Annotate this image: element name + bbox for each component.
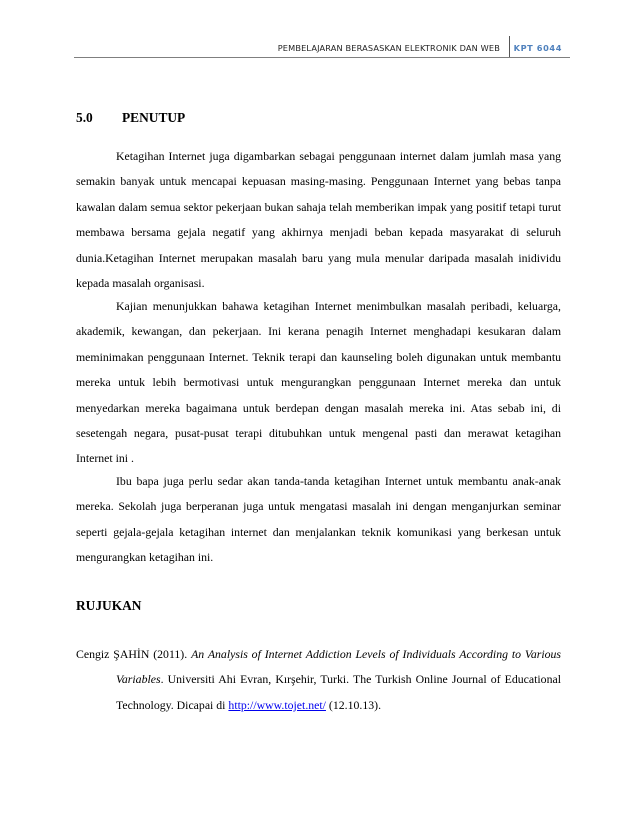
reference-date: (12.10.13).: [325, 697, 382, 712]
reference-details: . Universiti Ahi Evran, Kırşehir, Turki. The Turkish Online Journal of Educational Technology. Dicapai di: [116, 672, 561, 712]
reference-entry: [76, 642, 561, 718]
header-separator: [509, 36, 511, 58]
header-rule: [74, 57, 570, 58]
paragraph-text: Ibu bapa juga perlu sedar akan tanda-tanda ketagihan Internet untuk membantu anak-anak mereka. Sekolah juga berperanan juga untuk mengatasi masalah ini dengan menganjurkan seminar seperti gejala-gejala ketagihan internet dan menjalankan teknik komunikasi yang berkesan untuk mengurangkan ketagihan ini.: [76, 474, 561, 565]
paragraph-2: [76, 294, 561, 472]
reference-link[interactable]: http://www.tojet.net/: [228, 697, 326, 712]
reference-title: An Analysis of Internet Addiction Levels of Individuals According to Various Variables: [116, 647, 561, 687]
paragraph-3: [76, 469, 561, 571]
paragraph-text: Kajian menunjukkan bahawa ketagihan Internet menimbulkan masalah peribadi, keluarga, akademik, kewangan, dan pekerjaan. Ini kerana penagih Internet menghadapi kesukaran dalam meminimakan penggunaan Internet. Teknik terapi dan kaunseling boleh digunakan untuk membantu mereka untuk lebih bermotivasi untuk mengurangkan penggunaan Internet mereka dan untuk menyedarkan mereka bagaimana untuk berdepan dengan masalah mereka ini. Atas sebab ini, di sesetengah negara, pusat-pusat terapi ditubuhkan untuk mengenal pasti dan merawat ketagihan Internet ini .: [76, 299, 561, 466]
references-heading: RUJUKAN: [76, 598, 142, 613]
header-title: PEMBELAJARAN BERASASKAN ELEKTRONIK DAN WEB: [277, 43, 500, 53]
header-course-code: KPT 6044: [513, 43, 562, 53]
reference-authors: Cengiz ŞAHİN (2011).: [76, 647, 192, 661]
section-number: 5.0: [76, 110, 93, 125]
section-heading: [76, 110, 185, 126]
paragraph-1: [76, 144, 561, 296]
section-title: PENUTUP: [122, 110, 186, 125]
paragraph-text: Ketagihan Internet juga digambarkan sebagai penggunaan internet dalam jumlah masa yang semakin banyak untuk mencapai kepuasan masing-masing. Penggunaan Internet yang bebas tanpa kawalan dalam semua sektor pekerjaan bukan sahaja telah memberikan impak yang positif tetapi turut membawa bersama gejala negatif yang akhirnya menjadi beban kepada masyarakat di seluruh dunia.Ketagihan Internet merupakan masalah baru yang mula menular daripada masalah inidividu kepada masalah organisasi.: [76, 149, 561, 291]
page-header: [74, 40, 570, 62]
reference-list: [76, 642, 561, 718]
